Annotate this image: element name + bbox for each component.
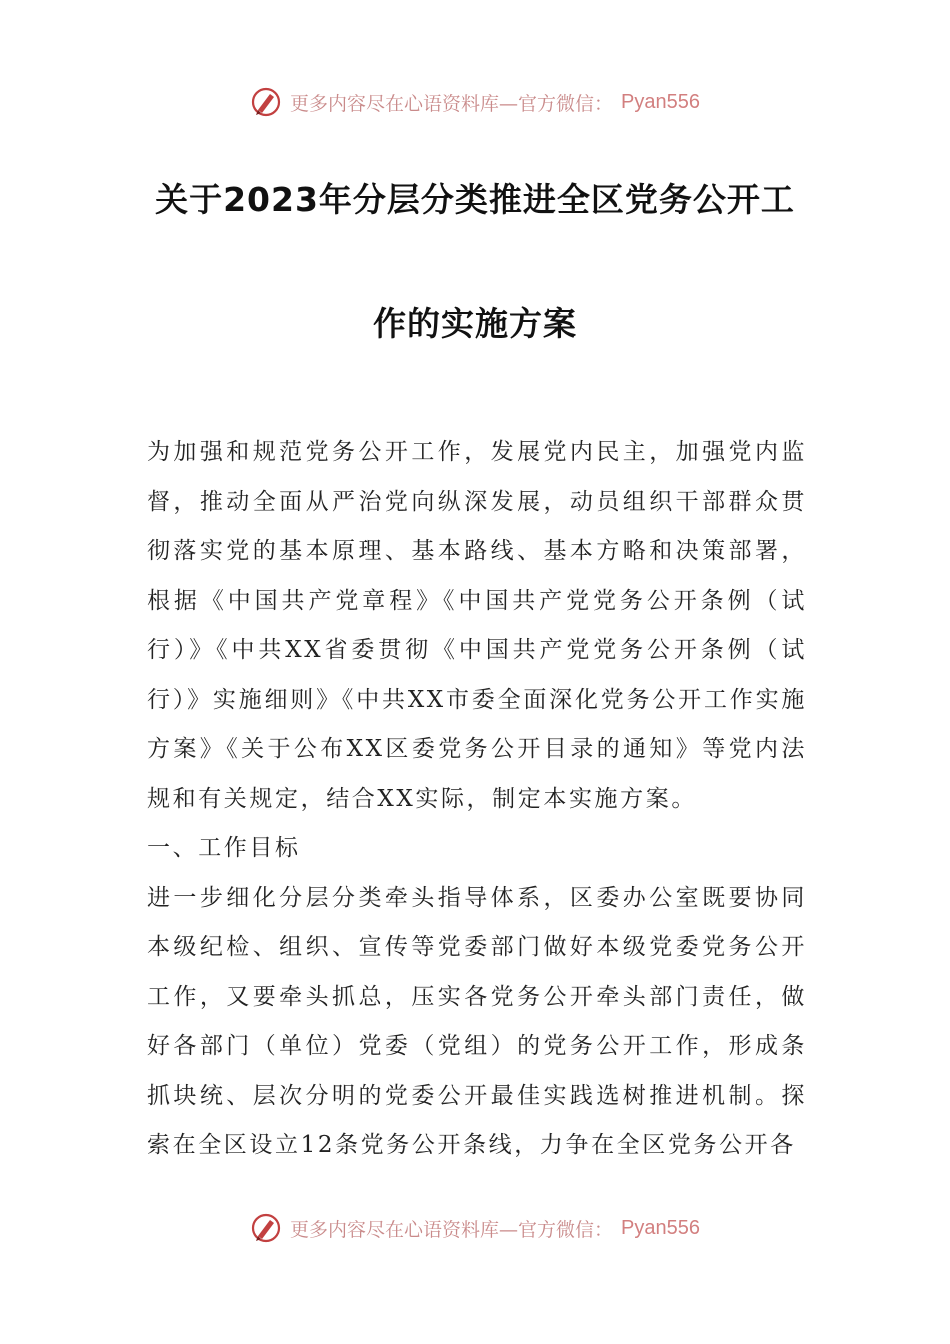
watermark-header (0, 86, 950, 118)
watermark-text: 更多内容尽在心语资料库—官方微信： (290, 1218, 614, 1241)
pen-logo-icon (250, 1212, 282, 1244)
pen-logo-icon (250, 86, 282, 118)
watermark-wechat-id: Pyan556 (621, 90, 700, 113)
watermark-wechat-id: Pyan556 (621, 1216, 700, 1239)
document-title-line-2: 作的实施方案 (373, 304, 577, 343)
watermark-footer (0, 1212, 950, 1244)
document-title-line-1: 关于2023年分层分类推进全区党务公开工 (155, 180, 795, 219)
section-heading-work-goals: 一、工作目标 (147, 835, 301, 861)
watermark-text: 更多内容尽在心语资料库—官方微信： (290, 92, 614, 115)
document-body (147, 428, 807, 1171)
intro-paragraph: 为加强和规范党务公开工作，发展党内民主，加强党内监督，推动全面从严治党向纵深发展，动员组织干部群众贯彻落实党的基本原理、基本路线、基本方略和决策部署，根据《中国共产党章程》《中国共产党党务公开条例（试行）》《中共XX省委贯彻《中国共产党党务公开条例（试行）》实施细则》《中共XX市委全面深化党务公开工作实施方案》《关于公布XX区委党务公开目录的通知》等党内法规和有关规定，结合XX实际，制定本实施方案。 (147, 439, 807, 812)
work-goals-paragraph: 进一步细化分层分类牵头指导体系，区委办公室既要协同本级纪检、组织、宣传等党委部门做好本级党委党务公开工作，又要牵头抓总，压实各党务公开牵头部门责任，做好各部门（单位）党委（党组）的党务公开工作，形成条抓块统、层次分明的党委公开最佳实践选树推进机制。探索在全区设立12条党务公开条线，力争在全区党务公开各 (147, 884, 807, 1158)
